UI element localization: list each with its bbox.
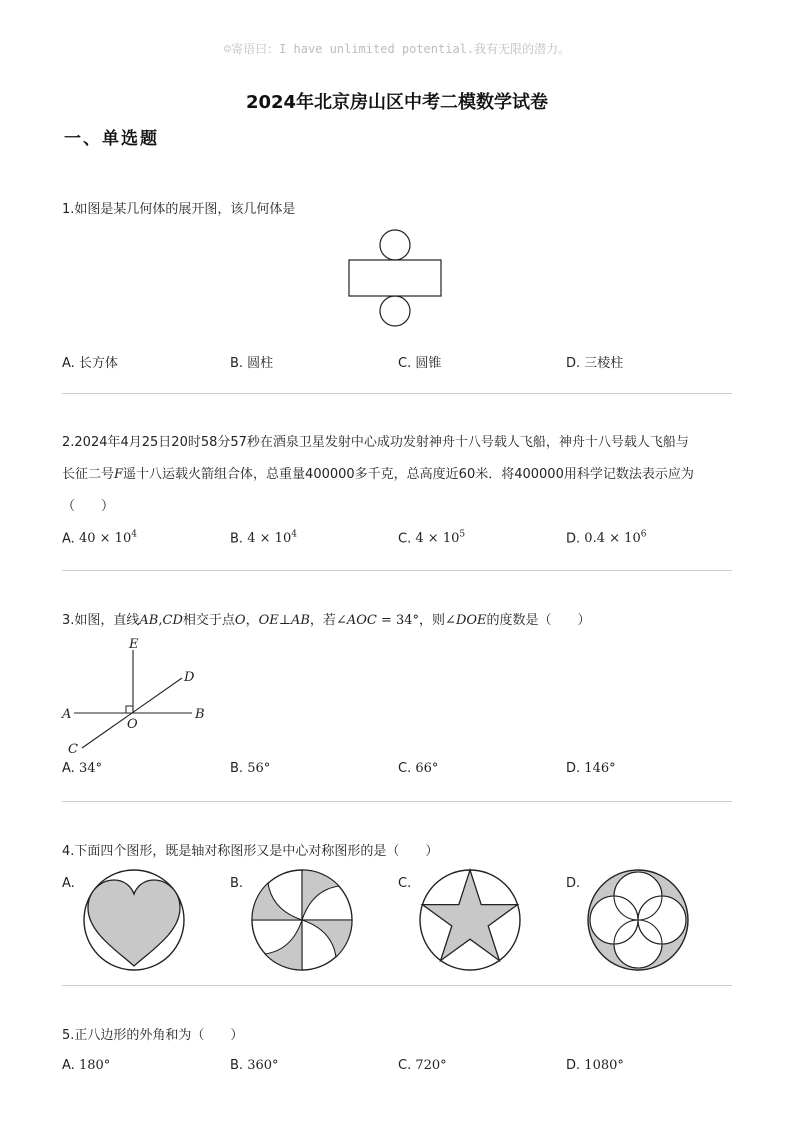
q2-option-c-label: C. [398,531,412,547]
q3-lines-figure [60,636,220,760]
q4-figure-a-heart[interactable] [82,868,186,972]
q2-option-a-label: A. [62,531,75,547]
q5-option-a-label: A. [62,1058,75,1073]
q3-label-d: D [184,670,195,685]
q4-option-b-label[interactable]: B. [230,876,244,891]
times: × [259,531,271,547]
base: 10 [274,531,292,547]
q3-angle-doe: ∠DOE [445,613,487,628]
q1-option-d[interactable]: D. 三棱柱 [566,356,624,371]
q3-right-angle-mark [126,706,133,713]
q2-option-d[interactable] [566,530,646,546]
divider [62,985,732,986]
q3-label-e: E [129,637,139,652]
q4-stem: 4.下面四个图形，既是轴对称图形又是中心对称图形的是（ ） [62,844,439,859]
q5-option-c-value: 720° [415,1058,447,1073]
q3-option-d-value: 146° [584,761,616,776]
q3-stem-a: 3.如图，直线 [62,613,140,628]
q5-option-a[interactable] [62,1058,110,1073]
exponent: 4 [131,530,137,540]
q5-option-d-value: 1080° [584,1058,624,1073]
exponent: 6 [640,530,647,540]
q2-option-b-math [247,531,297,546]
q3-option-b-value: 56° [247,761,271,776]
coef: 0.4 [584,531,605,547]
q1-option-a[interactable]: A. 长方体 [62,356,118,371]
coef: 4 [247,531,256,547]
q1-rectangle [349,260,441,296]
q4-option-a-label[interactable]: A. [62,876,75,891]
q3-option-b[interactable] [230,761,270,776]
q3-option-b-label: B. [230,761,244,776]
q3-cd: CD [162,613,183,628]
q5-option-b[interactable] [230,1058,279,1073]
divider [62,393,732,394]
q2-line-1: 2.2024年4月25日20时58分57秒在酒泉卫星发射中心成功发射神舟十八号载人飞船，神舟十八号载人飞船与 [62,435,689,450]
q3-angle-aoc: ∠AOC [335,613,377,628]
q5-option-d-label: D. [566,1058,581,1073]
q3-option-c-value: 66° [415,761,439,776]
q3-o: O [234,613,246,628]
q3-option-a[interactable] [62,761,102,776]
q3-stem-f: 的度数是（ ） [486,613,591,628]
q2-line-2-a: 长征二号 [62,467,115,482]
watermark: ☺寄语曰：I have unlimited potential.我有无限的潜力。 [223,42,571,56]
q1-stem: 1.如图是某几何体的展开图，该几何体是 [62,202,296,217]
q1-option-b[interactable]: B. 圆柱 [230,356,274,371]
q3-oe: OE [258,613,279,628]
q3-stem-d: ，若 [309,613,336,628]
times: × [99,531,111,547]
q2-option-c[interactable] [398,530,465,546]
times: × [427,531,439,547]
q4-option-c-label[interactable]: C. [398,876,412,891]
q2-option-a-math [79,531,137,546]
q4-figure-d-circles[interactable] [586,868,690,972]
q2-option-d-label: D. [566,531,581,547]
q3-label-o: O [127,717,138,732]
base: 10 [442,531,460,547]
q3-option-a-value: 34° [78,761,102,776]
q2-line-2-b: 遥十八运载火箭组合体，总重量400000多千克，总高度近60米．将400000用科学记数法表示应为 [123,467,694,482]
q5-stem: 5.正八边形的外角和为（ ） [62,1028,244,1043]
q3-eq: = 34° [376,613,420,628]
q5-option-b-value: 360° [247,1058,279,1073]
divider [62,801,732,802]
q2-line-3: （ ） [62,499,115,514]
q3-stem-c: ， [245,613,259,628]
coef: 40 [78,531,96,547]
exponent: 4 [291,530,297,540]
q1-option-c[interactable]: C. 圆锥 [398,356,442,371]
q3-option-c[interactable] [398,761,438,776]
section-heading: 一、单选题 [64,129,159,149]
q4-figure-c-star[interactable] [418,868,522,972]
q2-var-f: F [114,467,124,482]
q5-option-c[interactable] [398,1058,447,1073]
q2-option-d-math [584,531,646,546]
q5-option-c-label: C. [398,1058,412,1073]
q3-ab-2: AB [290,613,310,628]
q1-bottom-circle [380,296,410,326]
q3-option-a-label: A. [62,761,75,776]
q5-option-d[interactable] [566,1058,624,1073]
q1-top-circle [380,230,410,260]
base: 10 [114,531,132,547]
q5-option-b-label: B. [230,1058,244,1073]
q3-ab: AB [139,613,159,628]
q3-label-b: B [195,707,205,722]
page-title: 2024年北京房山区中考二模数学试卷 [245,92,549,113]
q3-comma: , [158,613,163,628]
q2-line-2 [62,459,694,491]
q3-label-a: A [62,707,72,722]
exponent: 5 [459,530,466,540]
q5-option-a-value: 180° [78,1058,111,1073]
q2-option-b[interactable] [230,530,297,546]
q2-option-a[interactable] [62,530,137,546]
base: 10 [624,531,641,547]
q3-option-d[interactable] [566,761,616,776]
q4-option-d-label[interactable]: D. [566,876,581,891]
q4-figure-b-pinwheel[interactable] [250,868,354,972]
q3-option-c-label: C. [398,761,412,776]
q3-stem-b: 相交于点 [182,613,235,628]
q3-label-c: C [68,742,78,757]
coef: 4 [415,531,424,547]
times: × [609,531,621,547]
q1-net-figure [340,228,450,330]
q3-stem-e: ，则 [419,613,446,628]
q2-option-b-label: B. [230,531,244,547]
divider [62,570,732,571]
q2-option-c-math [415,531,465,546]
q3-option-d-label: D. [566,761,581,776]
q3-stem [62,605,591,637]
q3-perp: ⊥ [278,613,291,628]
